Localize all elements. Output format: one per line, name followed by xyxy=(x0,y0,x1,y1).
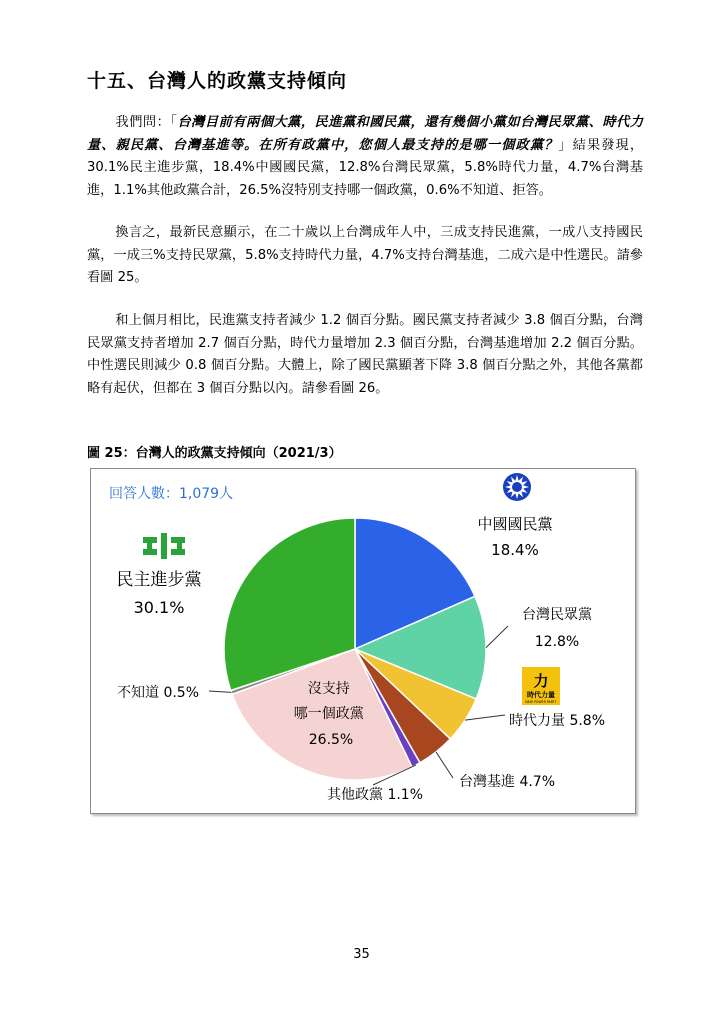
paragraph-1 xyxy=(87,112,643,202)
leader-line-1 xyxy=(486,626,508,648)
label-other xyxy=(327,786,423,803)
label-npp xyxy=(509,712,605,729)
label-kmt: 中國國民黨 xyxy=(477,515,553,533)
summary-text: 換言之，最新民意顯示，在二十歲以上台灣成年人中，三成支持民進黨，一成八支持國民黨，一成三%支持民眾黨，5.8%支持時代力量，4.7%支持台灣基進，二成六是中性選民。請參看圖 25。 xyxy=(87,225,643,285)
value-other: 1.1% xyxy=(387,787,424,803)
paragraph-3 xyxy=(87,310,643,400)
results-text: 」結果發現，30.1%民主進步黨，18.4%中國國民黨，12.8%台灣民眾黨，5.8%時代力量，4.7%台灣基進，1.1%其他政黨合計，26.5%沒特別支持哪一個政黨，0.6%不知道、拒答。 xyxy=(87,137,644,198)
npp-logo-icon xyxy=(522,667,560,705)
npp-logo-subtext: NEW POWER PARTY xyxy=(525,700,557,704)
value-kmt: 18.4% xyxy=(491,541,539,559)
svg-text:力: 力 xyxy=(533,672,549,690)
value-dpp: 30.1% xyxy=(133,598,185,617)
label-neutral-line1: 沒支持 xyxy=(307,681,350,697)
leader-line-2 xyxy=(465,715,505,720)
label-unknown xyxy=(117,685,199,701)
label-tsp xyxy=(459,773,555,790)
figure-caption: 圖 25：台灣人的政黨支持傾向（2021/3） xyxy=(87,446,342,461)
pie-chart-figure xyxy=(90,468,636,814)
dpp-logo-icon xyxy=(143,533,185,559)
pie-slices xyxy=(224,518,486,780)
label-neutral-line2: 哪一個政黨 xyxy=(293,706,364,722)
page-number: 35 xyxy=(353,947,370,962)
section-title: 十五、台灣人的政黨支持傾向 xyxy=(87,70,348,92)
question-lead: 我們問：「 xyxy=(115,115,178,130)
leader-line-3 xyxy=(436,752,453,778)
label-npp-name: 時代力量 xyxy=(509,713,565,729)
value-npp: 5.8% xyxy=(569,713,606,729)
comparison-text: 和上個月相比，民進黨支持者減少 1.2 個百分點。國民黨支持者減少 3.8 個百分點，台灣民眾黨支持者增加 2.7 個百分點，時代力量增加 2.3 個百分點，台灣基進增加 2.2 個百分點。中性選民則減少 0.8 個百分點。大體上，除了國民黨顯著下降 3.8 個百分點之外，其他各黨都略有起伏，但都在 3 個百分點以內。請參看圖 26。 xyxy=(87,313,643,396)
label-unknown-name: 不知道 xyxy=(117,685,159,701)
leader-line-6 xyxy=(209,691,231,692)
paragraph-2 xyxy=(87,222,643,290)
kmt-logo-icon xyxy=(503,473,531,501)
value-neutral: 26.5% xyxy=(308,732,354,748)
label-tpp: 台灣民眾黨 xyxy=(522,607,592,623)
label-other-name: 其他政黨 xyxy=(327,787,383,803)
respondents-count: 回答人數：1,079人 xyxy=(109,486,234,502)
value-unknown: 0.5% xyxy=(163,685,200,701)
label-tsp-name: 台灣基進 xyxy=(459,774,515,790)
value-tsp: 4.7% xyxy=(519,774,556,790)
survey-question: 台灣目前有兩個大黨，民進黨和國民黨，還有幾個小黨如台灣民眾黨、時代力量、親民黨、台灣基進等。在所有政黨中，您個人最支持的是哪一個政黨？ xyxy=(87,115,644,153)
pie-chart xyxy=(91,469,635,813)
value-tpp: 12.8% xyxy=(534,634,580,650)
npp-logo-text: 時代力量 xyxy=(527,691,555,699)
label-dpp: 民主進步黨 xyxy=(116,570,202,590)
